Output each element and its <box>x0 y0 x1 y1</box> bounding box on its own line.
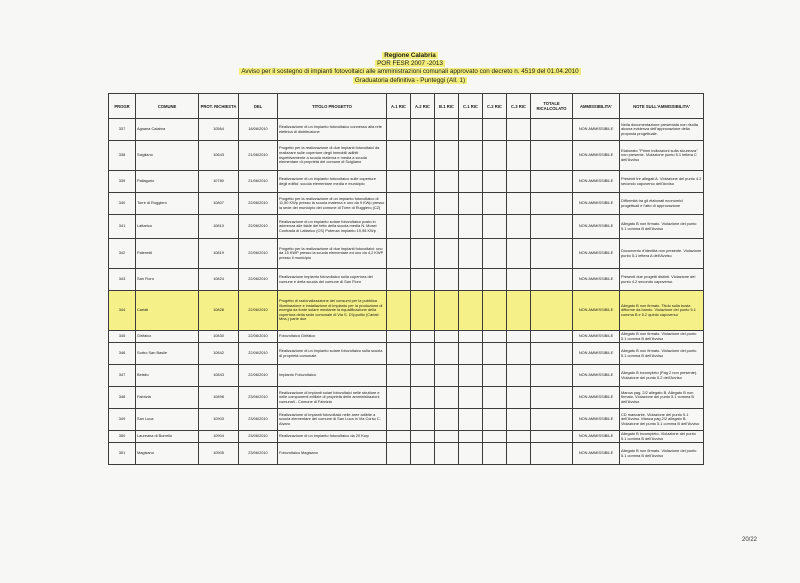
cell-title: Realizzazione di un impianto fotovoltaico connesso alla rete elettrica di distribuzione <box>278 119 387 141</box>
cell-b1 <box>435 119 459 141</box>
cell-b1 <box>435 443 459 465</box>
cell-comune: Laureana di Borrello <box>136 431 199 443</box>
cell-b1 <box>435 431 459 443</box>
cell-date: 23/06/2010 <box>239 409 278 431</box>
cell-c3 <box>507 409 531 431</box>
column-header: COMUNE <box>136 94 199 119</box>
cell-c1 <box>459 215 483 239</box>
header-program: POR FESR 2007 -2013 <box>377 60 443 68</box>
cell-a2 <box>411 331 435 343</box>
ranking-table <box>108 93 704 465</box>
cell-b1 <box>435 365 459 387</box>
cell-ammissibilita: NON AMMISSIBILE <box>573 269 620 291</box>
cell-c2 <box>483 331 507 343</box>
cell-note: Allegato B non firmato. Violazione del punto 5.1 comma B dell'Avviso <box>620 215 704 239</box>
cell-title: Realizzazione di un impianto solare fotovoltaico sulla scuola di proprietà comunale <box>278 343 387 365</box>
cell-c2 <box>483 291 507 331</box>
cell-a1 <box>387 239 411 269</box>
cell-progr: 346 <box>109 343 136 365</box>
cell-progr: 351 <box>109 443 136 465</box>
cell-c1 <box>459 269 483 291</box>
cell-a2 <box>411 119 435 141</box>
cell-prot: 10643 <box>199 141 239 171</box>
cell-a2 <box>411 193 435 215</box>
cell-ammissibilita: NON AMMISSIBILE <box>573 291 620 331</box>
cell-a1 <box>387 141 411 171</box>
cell-progr: 339 <box>109 171 136 193</box>
cell-comune: Belsito <box>136 365 199 387</box>
table-row <box>109 387 704 409</box>
cell-a1 <box>387 215 411 239</box>
column-header: NOTE SULL'AMMISSIBILITA' <box>620 94 704 119</box>
cell-a2 <box>411 343 435 365</box>
column-header: C.1 RIC <box>459 94 483 119</box>
cell-comune: Cariati <box>136 291 199 331</box>
cell-prot: 10905 <box>199 443 239 465</box>
cell-a1 <box>387 409 411 431</box>
cell-note: Manca pag. 2/2 allegato B. Allegato B non firmato. Violazione del punto 5.1 comma B dell'Avviso <box>620 387 704 409</box>
column-header: A.1 RIC <box>387 94 411 119</box>
table-row <box>109 269 704 291</box>
cell-title: Realizzazione di impianti fotovoltaici nelle aree adibite a scuola elementare del comune di San Luca in Via Corso C. Alvaro <box>278 409 387 431</box>
cell-ammissibilita: NON AMMISSIBILE <box>573 215 620 239</box>
cell-b1 <box>435 343 459 365</box>
cell-ammissibilita: NON AMMISSIBILE <box>573 409 620 431</box>
column-header: B.1 RIC <box>435 94 459 119</box>
table-row <box>109 443 704 465</box>
column-header: A.2 RIC <box>411 94 435 119</box>
cell-c3 <box>507 239 531 269</box>
cell-c1 <box>459 431 483 443</box>
cell-prot: 10780 <box>199 171 239 193</box>
cell-a2 <box>411 365 435 387</box>
cell-prot: 10564 <box>199 119 239 141</box>
cell-progr: 350 <box>109 431 136 443</box>
cell-c1 <box>459 193 483 215</box>
cell-title: Fotovoltaico Magisano <box>278 443 387 465</box>
cell-prot: 10830 <box>199 331 239 343</box>
cell-comune: Girifalco <box>136 331 199 343</box>
cell-comune: Magisano <box>136 443 199 465</box>
cell-title: Realizzazione di un impianto solare fotovoltaico posto in aderenza alle falde del tetto della scuola media N. Mosei Contrada di Lattarico (CS) Potenza Impianto 19,98 KWp <box>278 215 387 239</box>
cell-a2 <box>411 409 435 431</box>
cell-c1 <box>459 239 483 269</box>
table-row <box>109 215 704 239</box>
cell-a1 <box>387 291 411 331</box>
cell-comune: San Floro <box>136 269 199 291</box>
cell-total <box>531 119 573 141</box>
cell-a2 <box>411 239 435 269</box>
cell-title: Impianto Fotovoltaico <box>278 365 387 387</box>
cell-prot: 10819 <box>199 239 239 269</box>
cell-comune: Palermiti <box>136 239 199 269</box>
cell-c3 <box>507 119 531 141</box>
cell-date: 22/06/2010 <box>239 239 278 269</box>
cell-comune: Pallagorio <box>136 171 199 193</box>
cell-c2 <box>483 343 507 365</box>
cell-a2 <box>411 291 435 331</box>
cell-date: 22/06/2010 <box>239 269 278 291</box>
cell-progr: 349 <box>109 409 136 431</box>
cell-prot: 10903 <box>199 409 239 431</box>
cell-date: 22/06/2010 <box>239 365 278 387</box>
cell-a2 <box>411 431 435 443</box>
cell-a1 <box>387 119 411 141</box>
cell-title: Progetto per la realizzazione di due impianti fotovoltaici: uno da 15 KWP presso la scuola elementare ed uno da 4,2 KWP presso il municipio <box>278 239 387 269</box>
cell-note: Allegato B non firmato. Violazione del punto 5.1 comma B dell'Avviso <box>620 331 704 343</box>
cell-b1 <box>435 331 459 343</box>
cell-date: 18/06/2010 <box>239 119 278 141</box>
cell-b1 <box>435 269 459 291</box>
cell-note: Difformità tra gli elaborati economici progettuali e l'atto di approvazione <box>620 193 704 215</box>
cell-date: 21/06/2010 <box>239 171 278 193</box>
table-row <box>109 331 704 343</box>
cell-a1 <box>387 443 411 465</box>
cell-prot: 10824 <box>199 269 239 291</box>
cell-title: Progetto di razionalizzazione dei consumi per la pubblica illuminazione e installazione di impianto per la produzione di energia da fonte solare mediante la riqualificazione della copertura della sede comunale di Via S. D'Ippolito (Cariati Mna.) parte due <box>278 291 387 331</box>
cell-c3 <box>507 443 531 465</box>
cell-c2 <box>483 193 507 215</box>
cell-a2 <box>411 269 435 291</box>
cell-total <box>531 331 573 343</box>
cell-b1 <box>435 193 459 215</box>
cell-note: CD mancante. Violazione del punto 5.1 dell'Avviso. Manca pag 2/2 allegato B. Violazione del punto 5.1 comma B dell'Avviso <box>620 409 704 431</box>
column-header: C.2 RIC <box>483 94 507 119</box>
column-header: PROGR <box>109 94 136 119</box>
cell-c1 <box>459 343 483 365</box>
cell-note: Allegato B non firmato. Violazione del punto 5.1 comma B dell'Avviso <box>620 443 704 465</box>
cell-prot: 10843 <box>199 365 239 387</box>
cell-progr: 337 <box>109 119 136 141</box>
cell-a1 <box>387 365 411 387</box>
cell-comune: San Luca <box>136 409 199 431</box>
cell-date: 23/06/2010 <box>239 431 278 443</box>
cell-comune: Scigliano <box>136 141 199 171</box>
cell-total <box>531 171 573 193</box>
cell-total <box>531 215 573 239</box>
cell-note: Documento d'identità non presente. Violazione punto 5.1 lettera A dell'Avviso <box>620 239 704 269</box>
cell-c2 <box>483 119 507 141</box>
cell-progr: 342 <box>109 239 136 269</box>
cell-total <box>531 239 573 269</box>
cell-b1 <box>435 215 459 239</box>
cell-note: Nella documentazione presentata non risulta alcuna evidenza dell'approvazione della proposta progettuale. <box>620 119 704 141</box>
column-header: TITOLO PROGETTO <box>278 94 387 119</box>
document-header <box>200 52 620 85</box>
cell-note: Allegato B non firmato. Violazione del punto 5.1 comma B dell'Avviso <box>620 343 704 365</box>
table-row <box>109 171 704 193</box>
cell-c2 <box>483 239 507 269</box>
cell-date: 22/06/2010 <box>239 291 278 331</box>
cell-c1 <box>459 291 483 331</box>
cell-note: Elaborato "Prime indicazioni sulla sicurezza" non presente. Violazione punto 5.1 lettera C dell'Avviso <box>620 141 704 171</box>
table-row <box>109 239 704 269</box>
column-header: TOTALE RICALCOLATO <box>531 94 573 119</box>
cell-c2 <box>483 431 507 443</box>
cell-date: 22/06/2010 <box>239 343 278 365</box>
cell-total <box>531 269 573 291</box>
cell-c1 <box>459 171 483 193</box>
cell-note: Presenti tre allegati A. Violazione del punto 4.2 secondo capoverso dell'Avviso <box>620 171 704 193</box>
cell-b1 <box>435 409 459 431</box>
cell-c3 <box>507 387 531 409</box>
cell-ammissibilita: NON AMMISSIBILE <box>573 171 620 193</box>
cell-a1 <box>387 387 411 409</box>
table-row <box>109 119 704 141</box>
cell-total <box>531 409 573 431</box>
column-header: DEL <box>239 94 278 119</box>
cell-b1 <box>435 387 459 409</box>
cell-prot: 10810 <box>199 215 239 239</box>
cell-title: Progetto per la realizzazione di due impianti fotovoltaici da realizzare sulle coperture degli immobili adibiti rispettivamente a scuola materna e media a scuola elementare di proprietà del comune di Scigliano <box>278 141 387 171</box>
cell-b1 <box>435 171 459 193</box>
cell-title: Progetto per la realizzazione di un impianto fotovoltaico di 11,50 KWp presso la scuola materna e uno da 9 KWp presso la sede del municipio del comune di Torre di Ruggiero (CZ) <box>278 193 387 215</box>
cell-note: Allegato B incompleto. Violazione del punto 5.1 comma B dell'Avviso <box>620 431 704 443</box>
cell-c3 <box>507 291 531 331</box>
cell-c2 <box>483 409 507 431</box>
cell-ammissibilita: NON AMMISSIBILE <box>573 119 620 141</box>
cell-progr: 338 <box>109 141 136 171</box>
cell-comune: Torre di Ruggiero <box>136 193 199 215</box>
cell-c2 <box>483 365 507 387</box>
cell-c3 <box>507 269 531 291</box>
cell-c2 <box>483 443 507 465</box>
cell-c1 <box>459 409 483 431</box>
cell-progr: 345 <box>109 331 136 343</box>
cell-c2 <box>483 269 507 291</box>
cell-a1 <box>387 269 411 291</box>
cell-note: Presenti due progetti distinti. Violazione del punto 4.2 secondo capoverso. <box>620 269 704 291</box>
cell-c2 <box>483 141 507 171</box>
cell-progr: 340 <box>109 193 136 215</box>
table-row <box>109 409 704 431</box>
cell-a1 <box>387 331 411 343</box>
cell-ammissibilita: NON AMMISSIBILE <box>573 141 620 171</box>
cell-date: 22/06/2010 <box>239 331 278 343</box>
header-region: Regione Calabria <box>384 52 436 59</box>
cell-total <box>531 193 573 215</box>
cell-prot: 10807 <box>199 193 239 215</box>
table-header-row <box>109 94 704 119</box>
cell-total <box>531 443 573 465</box>
cell-title: Realizzazione impianto fotovoltaico sulla copertura del comune e della scuola del comune di San Floro <box>278 269 387 291</box>
cell-title: Realizzazione di impianti solari fotovoltaici nelle strutture e nelle componenti edilizie di proprietà delle amministrazioni comunali - Comune di Fabrizia <box>278 387 387 409</box>
header-ranking: Graduatoria definitiva - Punteggi (All. 1) <box>354 76 466 84</box>
cell-date: 23/06/2010 <box>239 387 278 409</box>
cell-date: 21/06/2010 <box>239 141 278 171</box>
cell-a1 <box>387 431 411 443</box>
table-body <box>109 119 704 465</box>
cell-ammissibilita: NON AMMISSIBILE <box>573 387 620 409</box>
cell-b1 <box>435 291 459 331</box>
column-header: C.3 RIC <box>507 94 531 119</box>
cell-ammissibilita: NON AMMISSIBILE <box>573 343 620 365</box>
cell-c1 <box>459 443 483 465</box>
cell-c1 <box>459 365 483 387</box>
column-header: AMMISSIBILITA' <box>573 94 620 119</box>
cell-title: Realizzazione di un impianto fotovoltaico da 20 Kwp <box>278 431 387 443</box>
cell-c1 <box>459 119 483 141</box>
cell-ammissibilita: NON AMMISSIBILE <box>573 431 620 443</box>
cell-a1 <box>387 193 411 215</box>
cell-c3 <box>507 365 531 387</box>
column-header: PROT. RICHIESTA <box>199 94 239 119</box>
cell-comune: Sorbo San Basile <box>136 343 199 365</box>
cell-date: 22/06/2010 <box>239 215 278 239</box>
cell-total <box>531 431 573 443</box>
cell-a2 <box>411 387 435 409</box>
cell-a1 <box>387 343 411 365</box>
cell-prot: 10842 <box>199 343 239 365</box>
cell-date: 22/06/2010 <box>239 193 278 215</box>
cell-a2 <box>411 215 435 239</box>
table-row <box>109 431 704 443</box>
cell-c1 <box>459 331 483 343</box>
cell-a1 <box>387 171 411 193</box>
cell-ammissibilita: NON AMMISSIBILE <box>573 193 620 215</box>
cell-total <box>531 387 573 409</box>
cell-c1 <box>459 387 483 409</box>
cell-title: Realizzazione di un impianto fotovoltaico sulle coperture degli edifici: scuola elementare media e municipio <box>278 171 387 193</box>
cell-comune: Agnana Calabra <box>136 119 199 141</box>
table-row <box>109 365 704 387</box>
cell-progr: 347 <box>109 365 136 387</box>
cell-c2 <box>483 215 507 239</box>
cell-c3 <box>507 431 531 443</box>
table-row <box>109 343 704 365</box>
cell-note: Allegato B incompleto (Pag 2 non presente). Violazione del punto 5.2 dell'Avviso <box>620 365 704 387</box>
cell-c3 <box>507 141 531 171</box>
cell-date: 23/06/2010 <box>239 443 278 465</box>
cell-c1 <box>459 141 483 171</box>
cell-a2 <box>411 141 435 171</box>
cell-b1 <box>435 239 459 269</box>
cell-c3 <box>507 171 531 193</box>
cell-total <box>531 365 573 387</box>
cell-ammissibilita: NON AMMISSIBILE <box>573 239 620 269</box>
cell-progr: 343 <box>109 269 136 291</box>
cell-c2 <box>483 171 507 193</box>
cell-c3 <box>507 215 531 239</box>
cell-total <box>531 141 573 171</box>
cell-ammissibilita: NON AMMISSIBILE <box>573 365 620 387</box>
cell-total <box>531 343 573 365</box>
cell-b1 <box>435 141 459 171</box>
cell-progr: 341 <box>109 215 136 239</box>
cell-ammissibilita: NON AMMISSIBILE <box>573 443 620 465</box>
cell-progr: 348 <box>109 387 136 409</box>
cell-prot: 10904 <box>199 431 239 443</box>
cell-prot: 10828 <box>199 291 239 331</box>
cell-note: Allegato B non firmato. Titolo sulla busta difforme da bando. Violazione del punto 5.1 comma B e 5.2 quinto capoverso <box>620 291 704 331</box>
cell-prot: 10898 <box>199 387 239 409</box>
cell-c2 <box>483 387 507 409</box>
cell-title: Fotovoltaico Girifalco <box>278 331 387 343</box>
cell-comune: Fabrizia <box>136 387 199 409</box>
header-notice: Avviso per il sostegno di impianti fotovoltaici alle amministrazioni comunali approvato con decreto n. 4519 del 01.04.2010 <box>241 68 579 76</box>
cell-ammissibilita: NON AMMISSIBILE <box>573 331 620 343</box>
cell-total <box>531 291 573 331</box>
cell-progr: 344 <box>109 291 136 331</box>
cell-a2 <box>411 171 435 193</box>
table-row <box>109 193 704 215</box>
cell-c3 <box>507 331 531 343</box>
page-number: 20/22 <box>742 537 758 543</box>
cell-a2 <box>411 443 435 465</box>
table-row <box>109 141 704 171</box>
table-row <box>109 291 704 331</box>
cell-c3 <box>507 343 531 365</box>
cell-c3 <box>507 193 531 215</box>
cell-comune: Lattarico <box>136 215 199 239</box>
